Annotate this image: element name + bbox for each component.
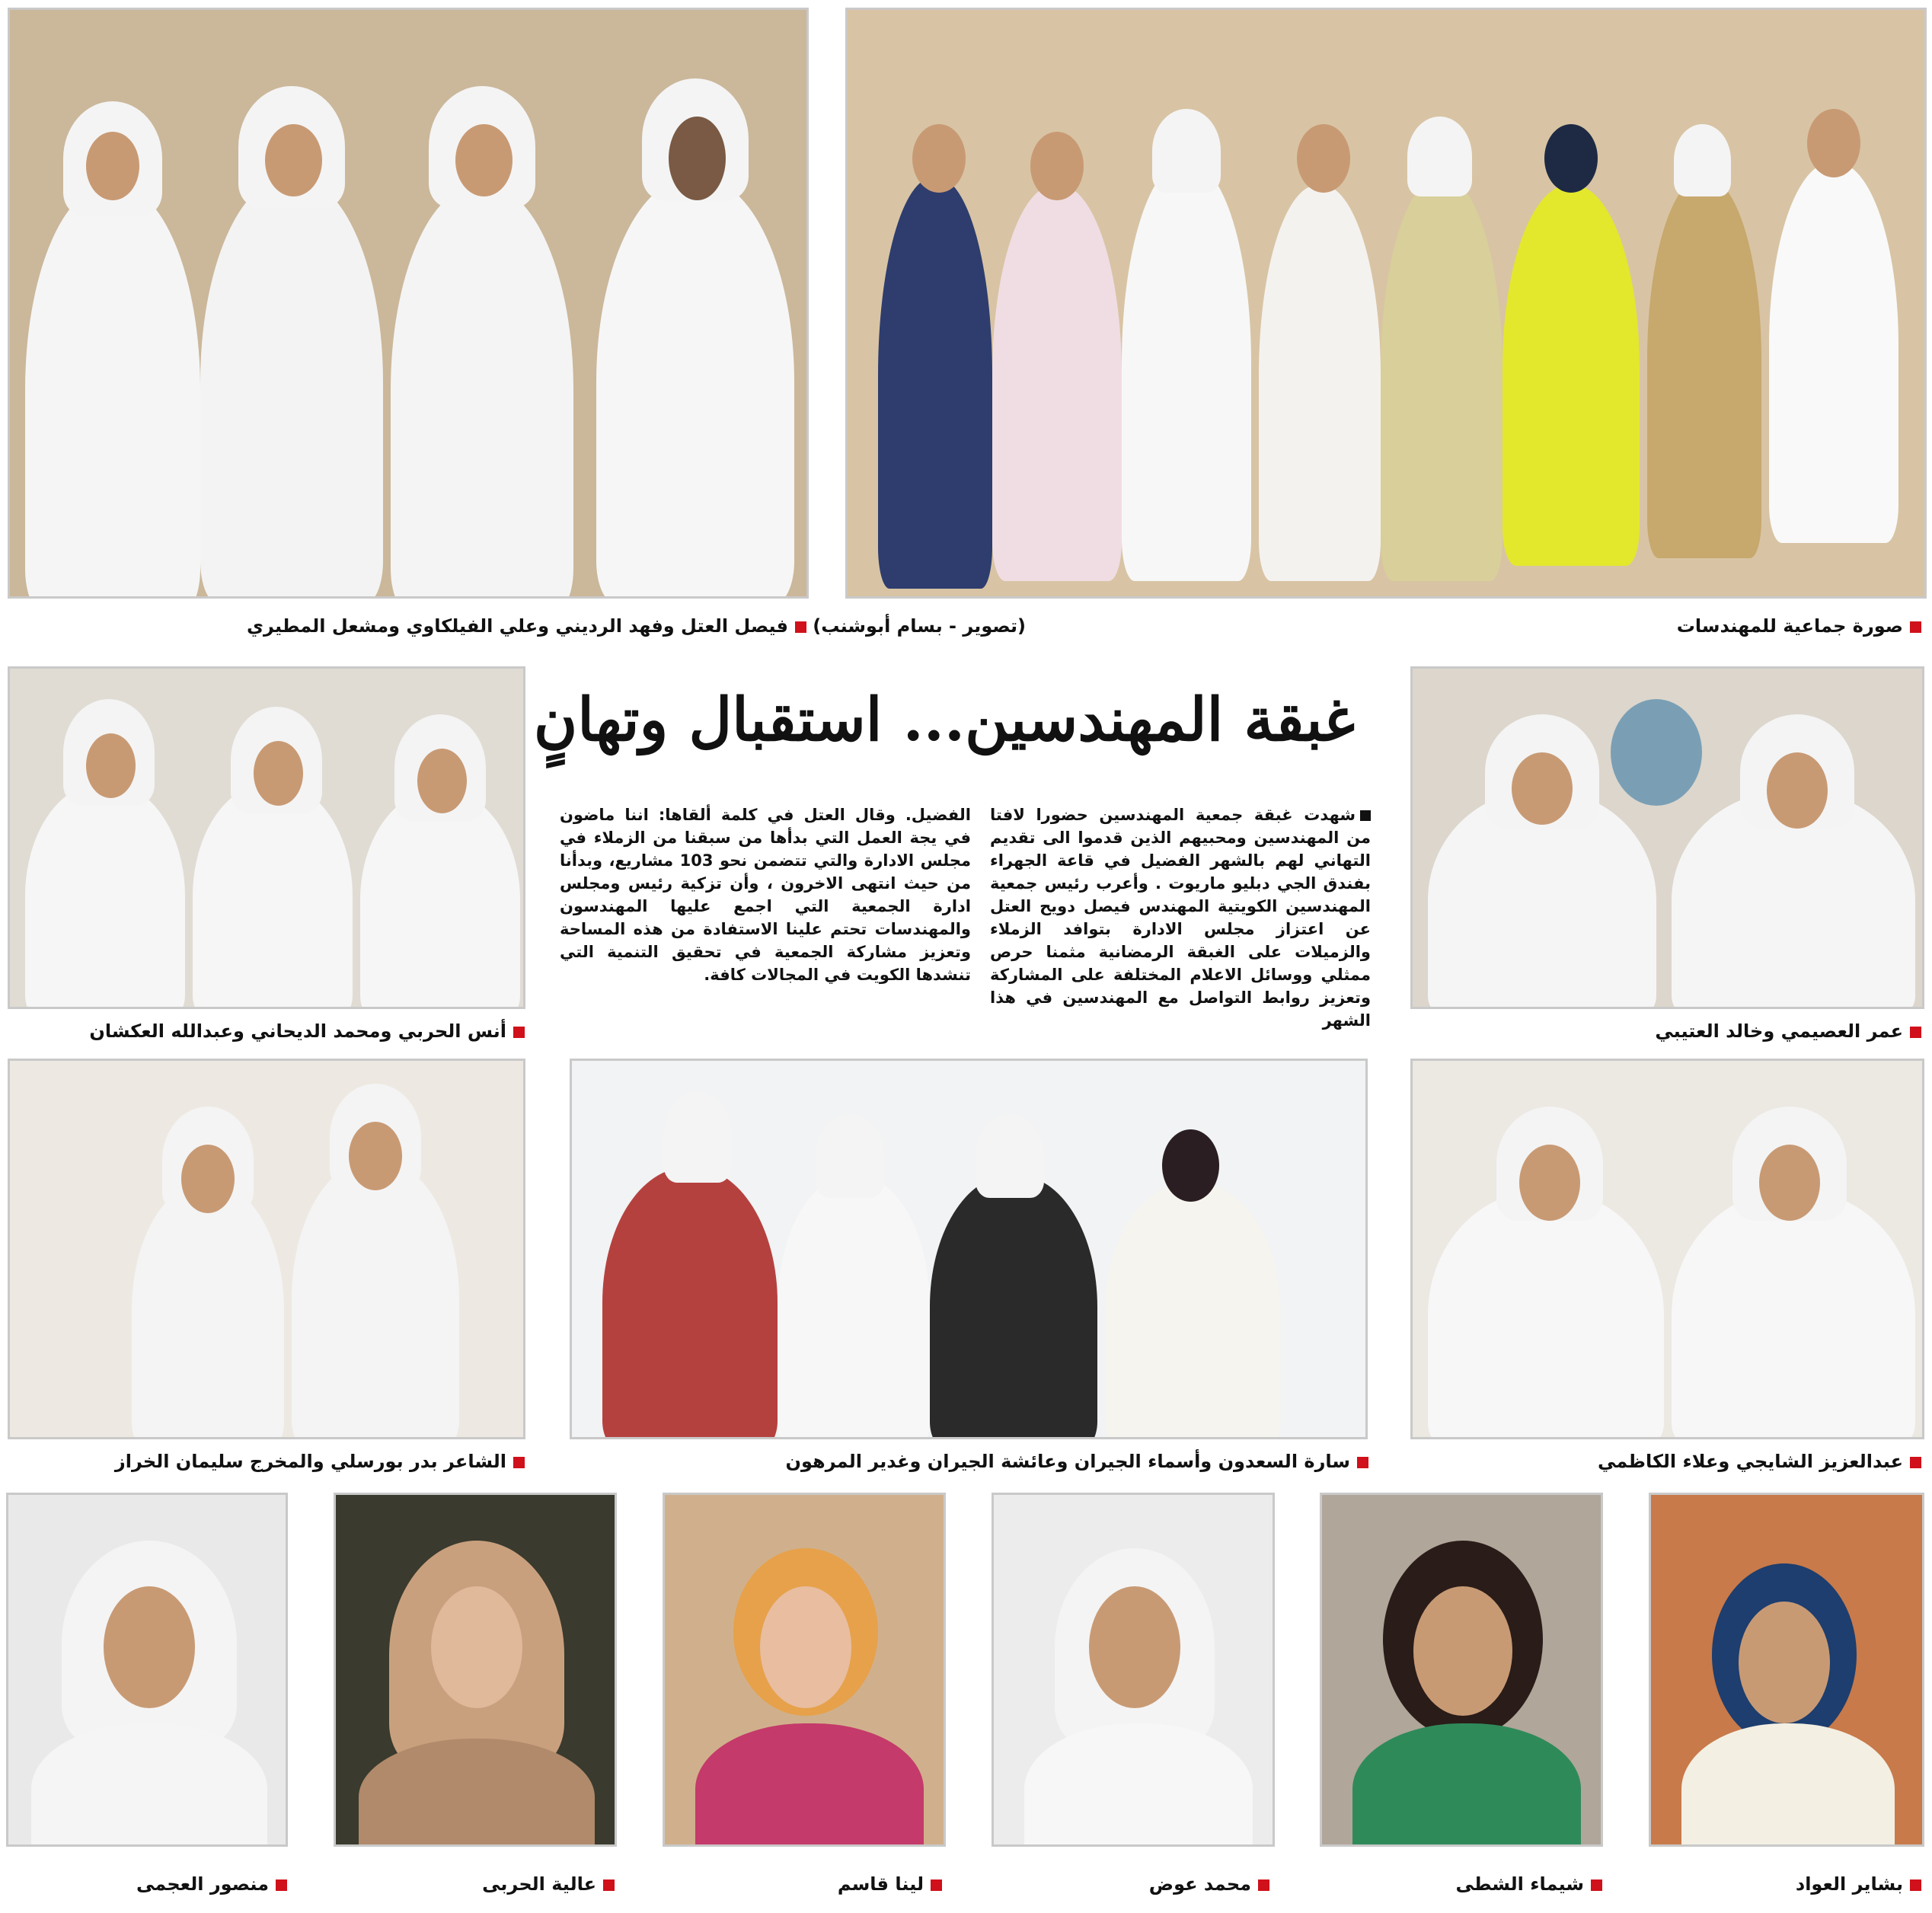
bullet-square [1357,1457,1368,1468]
bullet-square [931,1879,942,1891]
caption-text: عبدالعزيز الشايجي وعلاء الكاظمي [1597,1451,1903,1472]
caption-text: عمر العصيمي وخالد العتيبي [1655,1020,1903,1042]
bullet-square [513,1027,525,1038]
bullet-square [1910,1457,1921,1468]
photo-abdulaziz-alaa [1410,1059,1924,1439]
caption-four-women [786,1451,1368,1472]
bullet-square [1258,1879,1269,1891]
caption-text: سارة السعدون وأسماء الجيران وعائشة الجيران وغدير المرهون [785,1451,1350,1472]
bullet-square [1910,1879,1921,1891]
photo-four-men [8,8,809,599]
caption-portrait-3 [1149,1873,1269,1895]
caption-portrait-2 [1456,1873,1602,1895]
caption-text: الشاعر بدر بورسلي والمخرج سليمان الخراز [114,1451,506,1472]
article-text: شهدت غبقة جمعية المهندسين حضورا لافتا من المهندسين ومحبيهم الذين قدموا الى تقديم التهاني لهم بالشهر الفضيل في قاعة الجهراء بفندق الجي دبليو ماريوت . وأعرب رئيس جمعية المهندسين الكويتية المهندس فيصل دويح العتل عن اعتزاز مجلس الادارة بتوافد الزملاء والزميلات على الغبقة الرمضانية مثمنا حرص ممثلي ووسائل الاعلام المختلفة على المشاركة وتعزيز روابط التواصل مع المهندسين في هذا الشهر [990,806,1371,1030]
caption-text: محمد عوض [1148,1873,1251,1895]
headline: غبقة المهندسين... استقبال وتهانٍ [533,685,1356,755]
caption-women-engineers [1677,615,1921,637]
caption-text: لينا قاسم [837,1873,924,1895]
caption-text: عالية الحربى [482,1873,596,1895]
portrait-5 [334,1493,617,1847]
photo-group-women-engineers [845,8,1927,599]
photo-four-women [570,1059,1368,1439]
caption-four-men [247,615,806,637]
caption-portrait-4 [838,1873,942,1895]
photo-poet-director [8,1059,525,1439]
article-text: الفضيل. وقال العتل في كلمة ألقاها: اننا ماضون في يجة العمل التي بدأها من سبقنا من الزملاء في مجلس الادارة والتي تتضمن نحو 103 مشاريع، وبدأنا من حيث انتهى الاخرون ، وأن تزكية رئيس ومجلس ادارة الجمعية التي اجمع عليها المهندسون والمهندسات تحتم علينا الاستفادة من هذه المساحة وتعزيز مشاركة الجمعية في تحقيق التنمية التي تنشدها الكويت في المجالات كافة. [560,806,971,984]
portrait-2 [1320,1493,1603,1847]
caption-portrait-6 [136,1873,287,1895]
caption-portrait-1 [1796,1873,1921,1895]
bullet-square [1591,1879,1602,1891]
bullet-square [603,1879,615,1891]
caption-text: أنس الحربي ومحمد الديحاني وعبدالله العكشان [89,1020,506,1042]
caption-three-men [89,1020,525,1042]
article-column-right [990,803,1371,1032]
photo-three-men [8,666,525,1009]
portrait-1 [1649,1493,1924,1847]
caption-abdulaziz-alaa [1598,1451,1921,1472]
portrait-4 [663,1493,946,1847]
photo-omar-khaled [1410,666,1924,1009]
portrait-6 [6,1493,288,1847]
caption-text: صورة جماعية للمهندسات [1676,615,1903,637]
caption-portrait-5 [482,1873,615,1895]
bullet-square [1360,810,1371,821]
bullet-square [513,1457,525,1468]
credit-text: (تصوير - بسام أبوشنب) [813,615,1026,637]
portrait-3 [992,1493,1275,1847]
caption-poet-director [115,1451,525,1472]
bullet-square [276,1879,287,1891]
caption-text: فيصل العتل وفهد الرديني وعلي الفيلكاوي ومشعل المطيري [247,615,788,637]
caption-text: شيماء الشطى [1455,1873,1584,1895]
bullet-square [1910,1027,1921,1038]
caption-text: منصور العجمى [136,1873,269,1895]
caption-text: بشاير العواد [1795,1873,1903,1895]
caption-omar-khaled [1655,1020,1921,1042]
photo-credit [813,615,1026,637]
bullet-square [795,621,806,633]
bullet-square [1910,621,1921,633]
article-column-left [560,803,971,986]
